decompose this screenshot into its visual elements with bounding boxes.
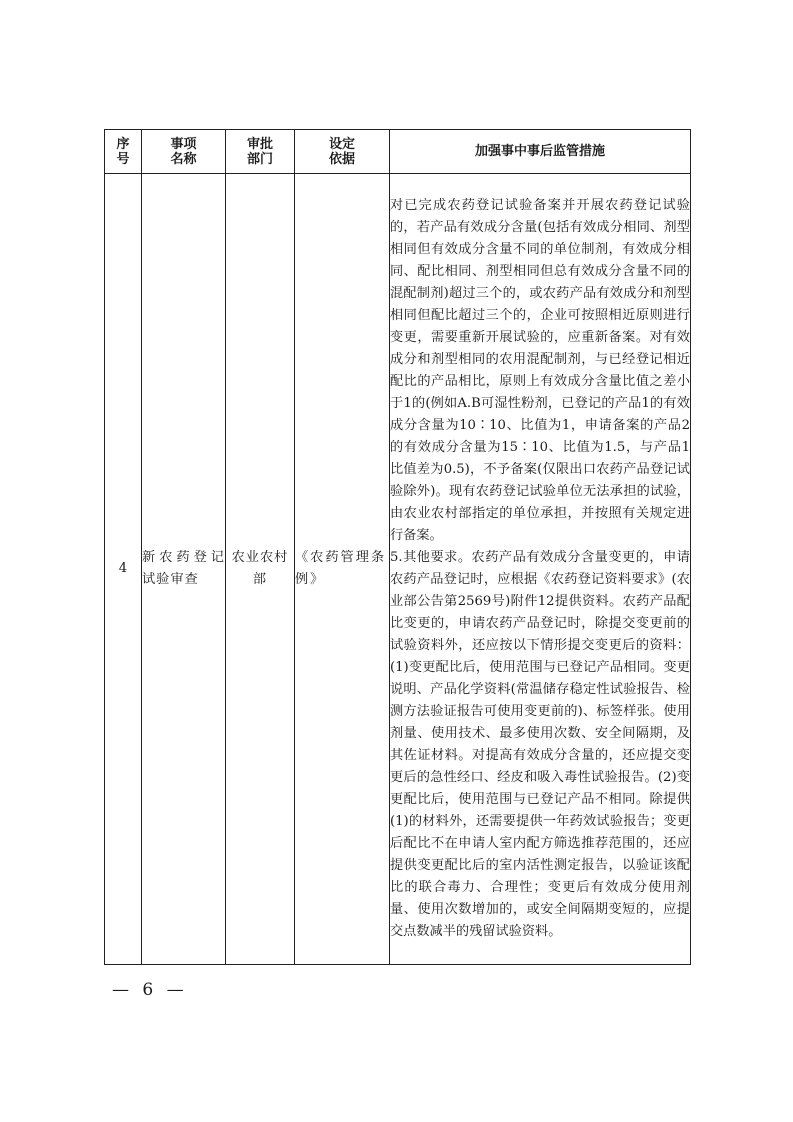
cell-approval-dept: 农业农村部 [226, 174, 295, 965]
table-header-row [105, 130, 691, 174]
cell-seq: 4 [105, 174, 142, 965]
page-number: — 6 — [112, 980, 188, 1000]
header-legal-basis: 设定 依据 [295, 130, 390, 174]
approval-items-table [104, 129, 691, 965]
cell-legal-basis: 《农药管理条例》 [295, 174, 390, 965]
cell-supervision-measures [390, 174, 691, 965]
cell-item-name: 新农药登记试验审查 [142, 174, 226, 965]
header-seq: 序 号 [105, 130, 142, 174]
table-row [105, 174, 691, 965]
header-approval-dept: 审批 部门 [226, 130, 295, 174]
measures-paragraph-1: 对已完成农药登记试验备案并开展农药登记试验的，若产品有效成分含量(包括有效成分相同、剂型相同但有效成分含量不同的单位制剂，有效成分相同、配比相同、剂型相同但总有效成分含量不同的混配制剂)超过三个的，或农药产品有效成分和剂型相同但配比超过三个的，企业可按照相近原则进行变更，需要重新开展试验的，应重新备案。对有效成分和剂型相同的农用混配制剂，与已经登记相近配比的产品相比，原则上有效成分含量比值之差小于1的(例如A.B可湿性粉剂，已登记的产品1的有效成分含量为10∶10、比值为1，申请备案的产品2的有效成分含量为15∶10、比值为1.5，与产品1比值差为0.5)，不予备案(仅限出口农药产品登记试验除外)。现有农药登记试验单位无法承担的试验，由农业农村部指定的单位承担，并按照有关规定进行备案。 [390, 198, 690, 543]
header-supervision-measures: 加强事中事后监管措施 [390, 130, 691, 174]
measures-paragraph-2: 5.其他要求。农药产品有效成分含量变更的，申请农药产品登记时，应根据《农药登记资料要求》(农业部公告第2569号)附件12提供资料。农药产品配比变更的，申请农药产品登记时，除提交变更前的试验资料外，还应按以下情形提交变更后的资料：(1)变更配比后，使用范围与已登记产品相同。变更说明、产品化学资料(常温储存稳定性试验报告、检测方法验证报告可使用变更前的)、标签样张。使用剂量、使用技术、最多使用次数、安全间隔期，及其佐证材料。对提高有效成分含量的，还应提交变更后的急性经口、经皮和吸入毒性试验报告。(2)变更配比后，使用范围与已登记产品不相同。除提供(1)的材料外，还需要提供一年药效试验报告；变更后配比不在申请人室内配方筛选推荐范围的，还应提供变更配比后的室内活性测定报告，以验证该配比的联合毒力、合理性；变更后有效成分使用剂量、使用次数增加的，或安全间隔期变短的，应提交点数减半的残留试验资料。 [390, 550, 690, 939]
header-item-name: 事项 名称 [142, 130, 226, 174]
